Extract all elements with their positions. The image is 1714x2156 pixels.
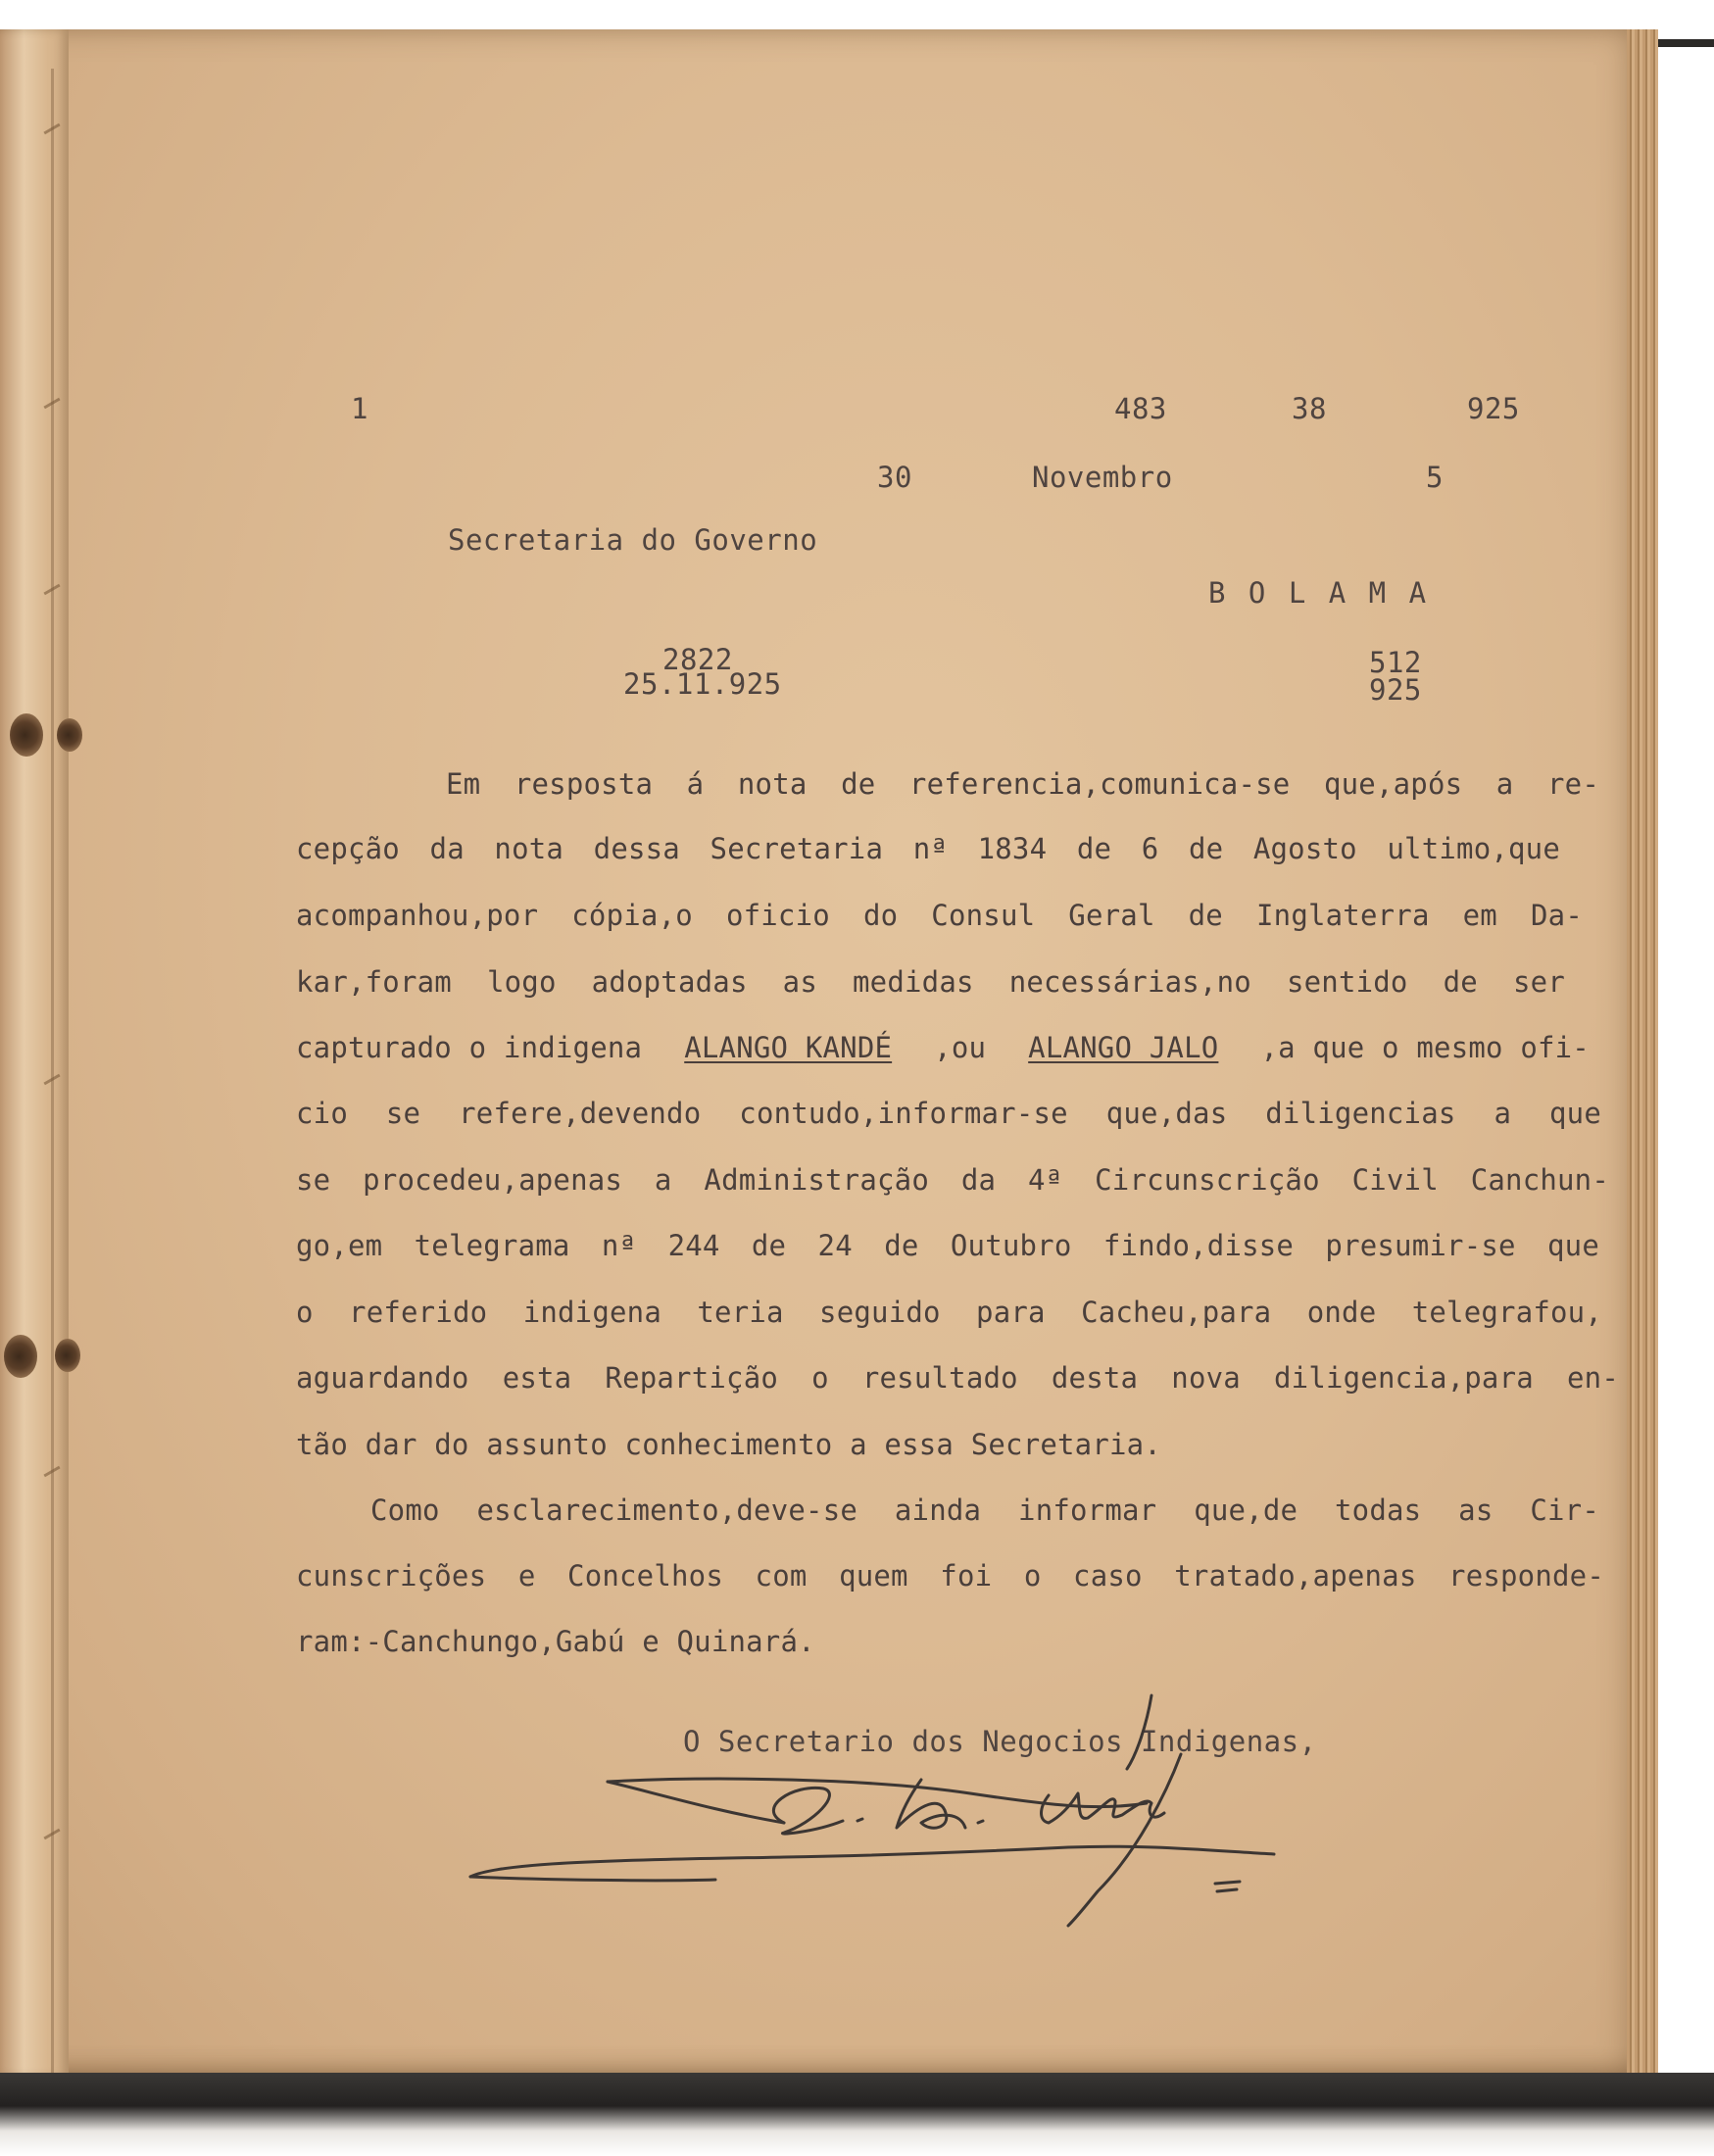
addressee-city: B O L A M A: [1208, 576, 1430, 610]
binding-hole: [10, 713, 43, 757]
body-line: se procedeu,apenas a Administração da 4ª Circunscrição Civil Canchun-: [296, 1163, 1609, 1197]
body-line: cunscrições e Concelhos com quem foi o caso tratado,apenas responde-: [296, 1559, 1604, 1592]
person-name: ALANGO JALO: [1028, 1031, 1219, 1064]
binding-hole: [57, 718, 82, 752]
body-line: Como esclarecimento,deve-se ainda informar que,de todas as Cir-: [370, 1494, 1599, 1527]
body-text: ,a que o mesmo ofi-: [1260, 1031, 1590, 1064]
body-line: cepção da nota dessa Secretaria nª 1834 de 6 de Agosto ultimo,que: [296, 832, 1560, 865]
date-day: 30: [877, 461, 912, 494]
person-name: ALANGO KANDÉ: [684, 1031, 893, 1064]
section-number: 5: [1426, 461, 1444, 494]
page-stack-edge: [1627, 29, 1658, 2078]
addressee-name: Secretaria do Governo: [448, 523, 818, 557]
their-reference-number: 2822: [662, 643, 733, 676]
date-month: Novembro: [1032, 461, 1173, 494]
binding-spine: [0, 29, 69, 2078]
body-text: ,ou: [934, 1031, 987, 1064]
binding-hole: [55, 1339, 80, 1372]
body-line: acompanhou,por cópia,o oficio do Consul Geral de Inglaterra em Da-: [296, 899, 1583, 932]
signatory-title: O Secretario dos Negocios Indigenas,: [683, 1725, 1317, 1758]
binding-hole: [4, 1335, 37, 1378]
body-line: ram:-Canchungo,Gabú e Quinará.: [296, 1625, 815, 1658]
their-reference-date: 25.11.925: [623, 667, 782, 701]
body-text: capturado o indigena: [296, 1031, 643, 1064]
reference-year: 925: [1467, 392, 1520, 425]
handwritten-signature: [461, 1686, 1323, 1940]
reference-series: 38: [1292, 392, 1327, 425]
body-line: go,em telegrama nª 244 de 24 de Outubro findo,disse presumir-se que: [296, 1229, 1599, 1262]
body-line: kar,foram logo adoptadas as medidas necessárias,no sentido de ser: [296, 965, 1565, 999]
reference-number: 483: [1114, 392, 1167, 425]
body-line: tão dar do assunto conhecimento a essa Secretaria.: [296, 1428, 1161, 1461]
body-line: cio se refere,devendo contudo,informar-se que,das diligencias a que: [296, 1097, 1601, 1130]
body-line: aguardando esta Repartição o resultado desta nova diligencia,para en-: [296, 1361, 1619, 1395]
body-line: Em resposta á nota de referencia,comunica-se que,após a re-: [446, 767, 1599, 801]
page-number: 1: [351, 392, 368, 425]
body-line: o referido indigena teria seguido para Cacheu,para onde telegrafou,: [296, 1296, 1602, 1329]
our-reference-number: 512: [1369, 646, 1422, 679]
body-line-with-names: [296, 1031, 1590, 1064]
our-reference-year: 925: [1369, 673, 1422, 707]
binding-shadow: [0, 2073, 1714, 2156]
